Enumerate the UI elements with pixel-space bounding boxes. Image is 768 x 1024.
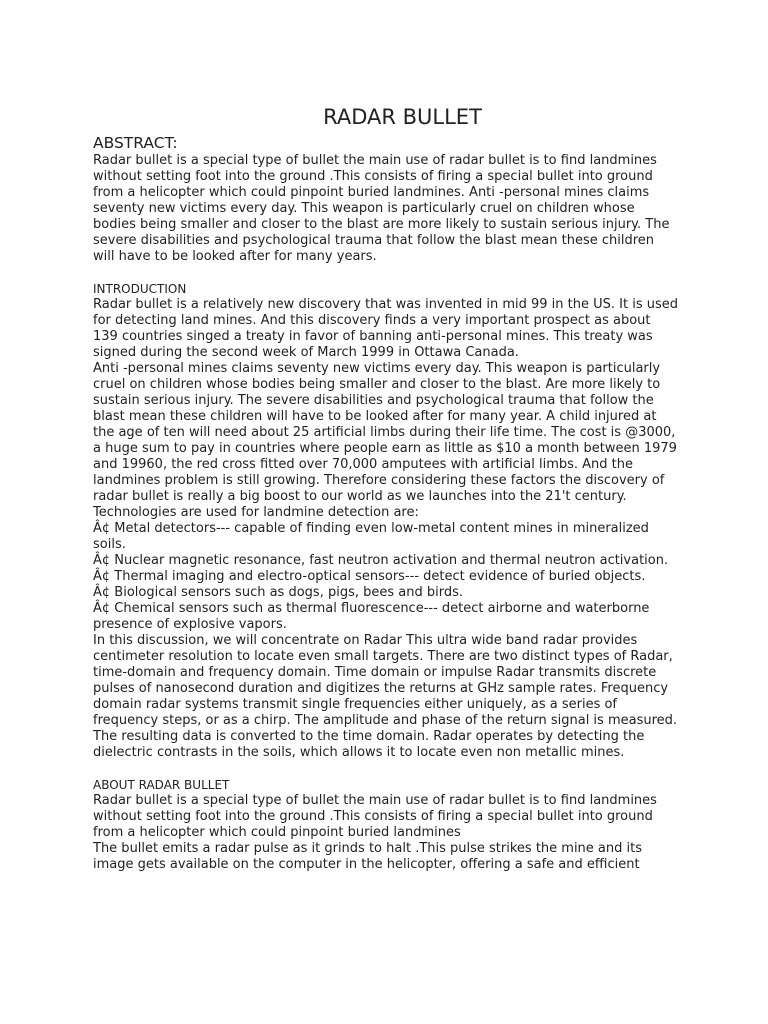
introduction-paragraph: In this discussion, we will concentrate on Radar This ultra wide band radar provides centimeter resolution to locate even small targets. There are two distinct types of Radar, time-domain and frequency domain. Time domain or impulse Radar transmits discrete pulses of nanosecond duration and digitizes the returns at GHz sample rates. Frequency domain radar systems transmit single frequencies either uniquely, as a series of frequency steps, or as a chirp. The amplitude and phase of the return signal is measured. The resulting data is converted to the time domain. Radar operates by detecting the dielectric contrasts in the soils, which allows it to locate even non metallic mines. [93, 633, 678, 760]
bullet-item: Â¢ Biological sensors such as dogs, pigs, bees and birds. [93, 585, 463, 600]
section-gap [93, 265, 678, 281]
about-paragraph: Radar bullet is a special type of bullet the main use of radar bullet is to find landmines without setting foot into the ground .This consists of firing a special bullet into ground from a helicopter which could pinpoint buried landmines [93, 793, 657, 840]
bullet-item: Â¢ Metal detectors--- capable of finding even low-metal content mines in mineralized soils. [93, 521, 649, 552]
abstract-text: Radar bullet is a special type of bullet the main use of radar bullet is to find landmines without setting foot into the ground .This consists of firing a special bullet into ground from a helicopter which could pinpoint buried landmines. Anti -personal mines claims seventy new victims every day. This weapon is particularly cruel on children whose bodies being smaller and closer to the blast are more likely to sustain serious injury. The severe disabilities and psychological trauma that follow the blast mean these children will have to be looked after for many years. [93, 153, 670, 264]
abstract-heading: ABSTRACT: [93, 134, 178, 152]
section-gap [93, 761, 678, 777]
bullet-item: Â¢ Chemical sensors such as thermal fluorescence--- detect airborne and waterborne presence of explosive vapors. [93, 601, 650, 632]
document-title: RADAR BULLET [323, 105, 482, 129]
introduction-paragraph: Anti -personal mines claims seventy new victims every day. This weapon is particularly cruel on children whose bodies being smaller and closer to the blast. Are more likely to sustain serious injury. The severe disabilities and psychological trauma that follow the blast mean these children will have to be looked after for many year. A child injured at the age of ten will need about 25 artificial limbs during their life time. The cost is @3000, a huge sum to pay in countries where people earn as little as $10 a month between 1979 and 19960, the red cross fitted over 70,000 amputees with artificial limbs. And the landmines problem is still growing. Therefore considering these factors the discovery of radar bullet is really a big boost to our world as we launches into the 21't century. [93, 361, 677, 504]
bullet-item: Â¢ Thermal imaging and electro-optical sensors--- detect evidence of buried objects. [93, 569, 646, 584]
about-heading: ABOUT RADAR BULLET [93, 778, 230, 792]
introduction-paragraph: Technologies are used for landmine detection are: [93, 505, 419, 520]
about-paragraph: The bullet emits a radar pulse as it grinds to halt .This pulse strikes the mine and its image gets available on the computer in the helicopter, offering a safe and efficient [93, 841, 643, 872]
document-page [93, 104, 678, 873]
bullet-item: Â¢ Nuclear magnetic resonance, fast neutron activation and thermal neutron activation. [93, 553, 669, 568]
introduction-paragraph: Radar bullet is a relatively new discovery that was invented in mid 99 in the US. It is used for detecting land mines. And this discovery finds a very important prospect as about 139 countries singed a treaty in favor of banning anti-personal mines. This treaty was signed during the second week of March 1999 in Ottawa Canada. [93, 297, 678, 360]
introduction-heading: INTRODUCTION [93, 282, 187, 296]
